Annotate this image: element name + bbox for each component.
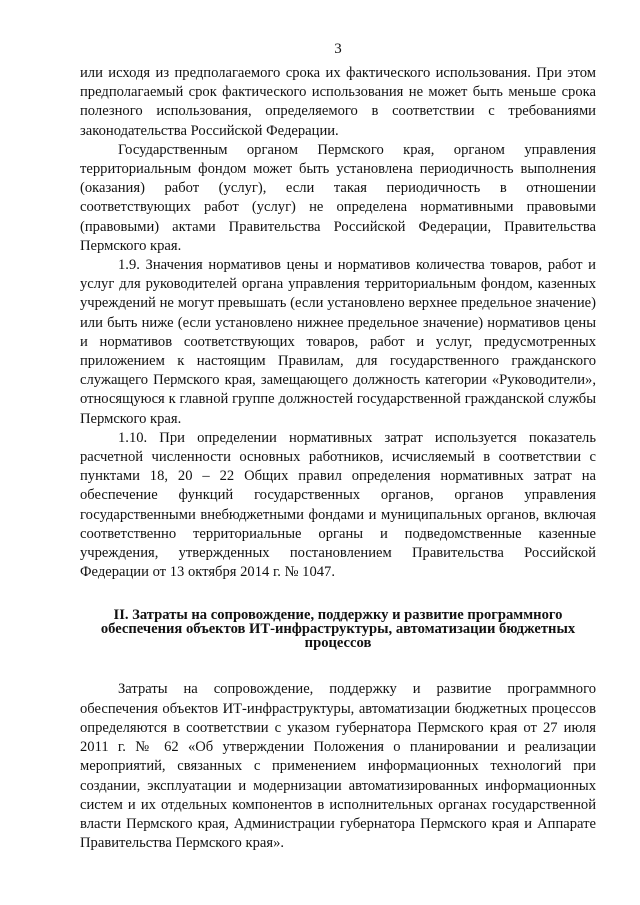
paragraph-1-9: 1.9. Значения нормативов цены и нормативов количества товаров, работ и услуг для руководителей органа управления территориальным фондом, казенных учреждений не могут превышать (если установлено верхнее предельное значение) или быть ниже (если установлено нижнее предельное значение) нормативов цены и нормативов соответствующих товаров, работ и услуг, предусмотренных приложением к настоящим Правилам, для государственного гражданского служащего Пермского края, замещающего должность категории «Руководители», относящуюся к главной группе должностей государственной гражданской службы Пермского края. bbox=[80, 257, 596, 427]
page-number: 3 bbox=[334, 41, 342, 57]
section-heading-ii: II. Затраты на сопровождение, поддержку и развитие программного обеспечения объектов ИТ-инфраструктуры, автоматизации бюджетных процессов bbox=[100, 607, 576, 652]
paragraph-1-10: 1.10. При определении нормативных затрат используется показатель расчетной численности основных работников, исчисляемый в соответствии с пунктами 18, 20 – 22 Общих правил определения нормативных затрат на обеспечение функций государственных органов, органов управления государственными внебюджетными фондами и муниципальных органов, включая соответственно территориальные органы и подведомственные казенные учреждения, утвержденных постановлением Правительства Российской Федерации от 13 октября 2014 г. № 1047. bbox=[80, 429, 596, 581]
document-page bbox=[80, 40, 596, 853]
paragraph-periodicity: Государственным органом Пермского края, органом управления территориальным фондом может быть установлена периодичность выполнения (оказания) работ (услуг), если такая периодичность в отношении соответствующих работ (услуг) не определена нормативными правовыми (правовыми) актами Правительства Российской Федерации, Правительства Пермского края. bbox=[80, 141, 596, 254]
paragraph-continuation: или исходя из предполагаемого срока их фактического использования. При этом предполагаемый срок фактического использования не может быть меньше срока полезного использования, определяемого в соответствии с требованиями законодательства Российской Федерации. bbox=[80, 65, 596, 139]
paragraph-section-ii: Затраты на сопровождение, поддержку и развитие программного обеспечения объектов ИТ-инфраструктуры, автоматизации бюджетных процессов определяются в соответствии с указом губернатора Пермского края от 27 июля 2011 г. № 62 «Об утверждении Положения о планировании и реализации мероприятий, связанных с применением информационных технологий при создании, эксплуатации и модернизации автоматизированных информационных систем и их отдельных компонентов в исполнительных органах государственной власти Пермского края, Администрации губернатора Пермского края и Аппарате Правительства Пермского края». bbox=[80, 681, 596, 852]
